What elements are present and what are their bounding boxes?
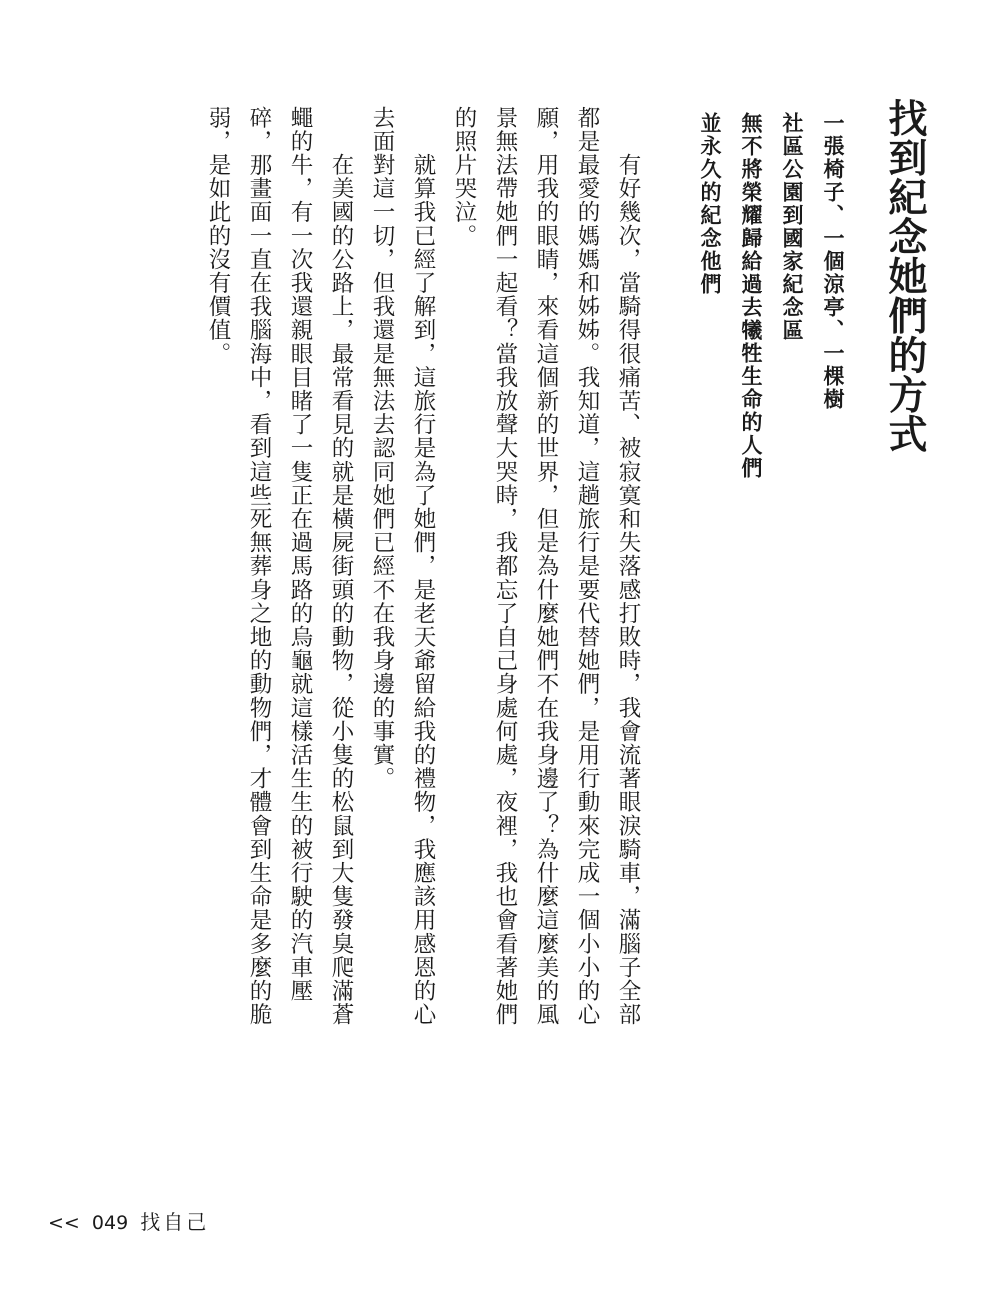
- body-line-5: 的照片哭泣。: [451, 106, 477, 248]
- subtitle-line-1: 一張椅子、一個涼亭、一棵樹: [821, 112, 845, 411]
- body-line-7: 去面對這一切，但我還是無法去認同她們已經不在我身邊的事實。: [369, 106, 395, 791]
- body-line-11: 弱，是如此的沒有價值。: [205, 106, 231, 366]
- page-number: 049: [91, 1212, 129, 1234]
- body-line-2: 都是最愛的媽媽和姊姊。我知道，這趟旅行是要代替她們，是用行動來完成一個小小的心: [574, 106, 600, 1027]
- body-line-9: 蠅的牛，有一次我還親眼目睹了一隻正在過馬路的烏龜就這樣活生生的被行駛的汽車壓: [287, 106, 313, 1003]
- body-line-4: 景無法帶她們一起看？當我放聲大哭時，我都忘了自己身處何處，夜裡，我也會看著她們: [492, 106, 518, 1027]
- body-line-10: 碎，那畫面一直在我腦海中，看到這些死無葬身之地的動物們，才體會到生命是多麼的脆: [246, 106, 272, 1027]
- page-footer: [48, 1206, 215, 1235]
- subtitle-line-2: 社區公園到國家紀念區: [780, 112, 804, 342]
- body-line-8: 在美國的公路上，最常看見的就是橫屍街頭的動物，從小隻的松鼠到大隻發臭爬滿蒼: [328, 106, 354, 1027]
- body-line-1: 有好幾次，當騎得很痛苦、被寂寞和失落感打敗時，我會流著眼淚騎車，滿腦子全部: [615, 106, 641, 1027]
- body-line-3: 願，用我的眼睛，來看這個新的世界，但是為什麼她們不在我身邊了？為什麼這麼美的風: [533, 106, 559, 1027]
- subtitle-line-4: 並永久的紀念他們: [698, 112, 722, 296]
- chapter-title: 找自己: [140, 1210, 210, 1234]
- body-line-6: 就算我已經了解到，這旅行是為了她們，是老天爺留給我的禮物，我應該用感恩的心: [410, 106, 436, 1027]
- page-title: 找到紀念她們的方式: [882, 98, 927, 454]
- back-arrow-icon: <<: [48, 1212, 80, 1234]
- subtitle-line-3: 無不將榮耀歸給過去犧牲生命的人們: [739, 112, 763, 480]
